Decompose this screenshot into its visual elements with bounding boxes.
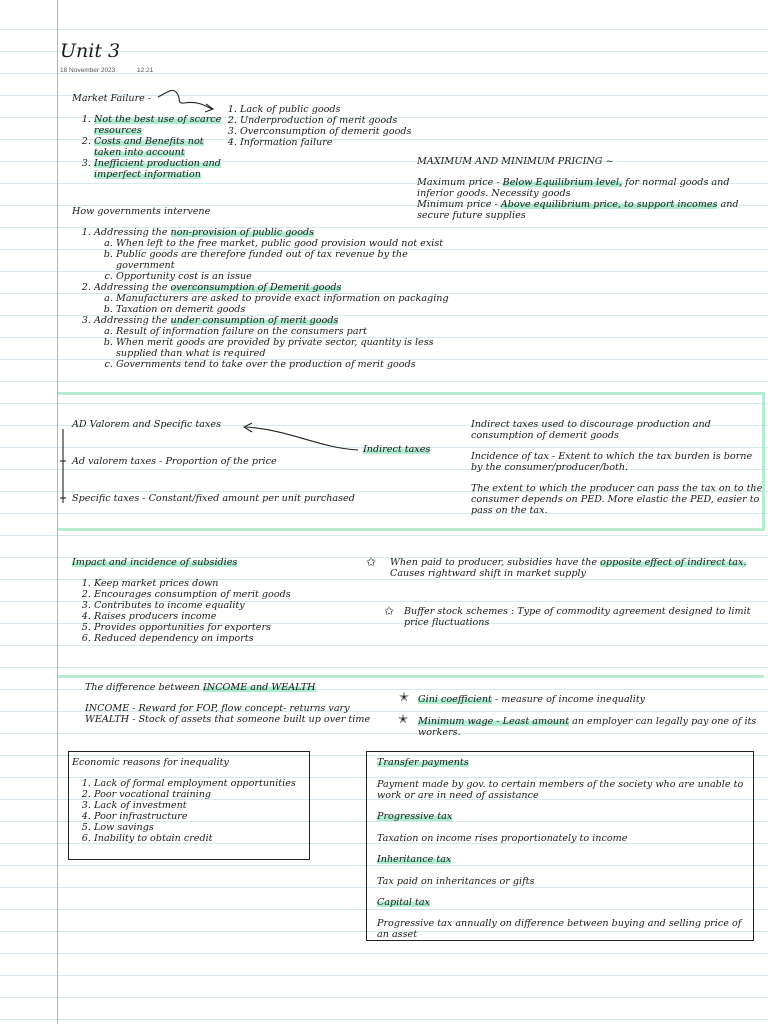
inequality-list [72, 778, 296, 844]
intervene-subitem: c. Governments tend to take over the production of merit goods [116, 359, 452, 370]
intervene-subitem: a. When left to the free market, public good provision would not exist [116, 238, 452, 249]
market-failure-item: 3. Inefficient production and imperfect information [94, 158, 222, 180]
star-icon: ✩ [366, 555, 377, 569]
max-price-note: Maximum price - Below Equilibrium level, for normal goods and inferior goods. Necessity goods [417, 177, 730, 199]
definition-text: Taxation on income rises proportionately to income [377, 833, 628, 844]
intervene-item: 2. Addressing the overconsumption of Demerit goods a. Manufacturers are asked to provide exact information on packaging b. Taxation on demerit goods [94, 282, 452, 315]
inequality-reason: 1. Lack of formal employment opportunities [94, 778, 296, 789]
inequality-reason: 6. Inability to obtain credit [94, 833, 296, 844]
intervene-subitem: a. Manufacturers are asked to provide exact information on packaging [116, 293, 452, 304]
page-time: 12:21 [137, 67, 154, 74]
tax-incidence-note: Incidence of tax - Extent to which the tax burden is borne by the consumer/producer/both. [471, 451, 753, 473]
star-icon: ✩ [384, 604, 395, 618]
gini-note: Gini coefficient - measure of income inequality [418, 694, 646, 705]
inequality-reason: 4. Poor infrastructure [94, 811, 296, 822]
intervene-subitem: c. Opportunity cost is an issue [116, 271, 452, 282]
inequality-reason: 3. Lack of investment [94, 800, 296, 811]
inequality-reason: 5. Low savings [94, 822, 296, 833]
page-date: 18 November 2023 [60, 67, 116, 74]
subsidy-impact: 5. Provides opportunities for exporters [94, 622, 291, 633]
subsidies-list [72, 578, 291, 644]
section-divider [58, 392, 764, 395]
market-failure-cause: 3. Overconsumption of demerit goods [240, 126, 411, 137]
market-failure-cause: 2. Underproduction of merit goods [240, 115, 411, 126]
market-failure-list-right [218, 104, 411, 148]
star-icon: ✭ [399, 690, 410, 704]
definition-term: Inheritance tax [377, 854, 452, 865]
ped-note: The extent to which the producer can pass the tax on to the consumer depends on PED. More elastic the PED, easier to pass on the tax. [471, 483, 763, 516]
indirect-tax-purpose: Indirect taxes used to discourage production and consumption of demerit goods [471, 419, 711, 441]
section-divider [58, 675, 764, 678]
definition-term: Capital tax [377, 897, 430, 908]
section-divider [58, 528, 764, 531]
intervene-subitem: a. Result of information failure on the consumers part [116, 326, 452, 337]
market-failure-item: 1. Not the best use of scarce resources [94, 114, 222, 136]
ad-valorem-note: Ad valorem taxes - Proportion of the price [72, 456, 277, 467]
intervene-list [72, 227, 452, 370]
intervene-heading: How governments intervene [72, 206, 211, 217]
indirect-taxes-label: Indirect taxes [363, 444, 431, 455]
page-title: Unit 3 [60, 40, 121, 62]
definition-text: Progressive tax annually on difference between buying and selling price of an asset [377, 918, 742, 940]
subsidy-impact: 6. Reduced dependency on imports [94, 633, 291, 644]
star-icon: ✭ [398, 712, 409, 726]
intervene-item: 3. Addressing the under consumption of merit goods a. Result of information failure on the consumers part b. When merit goods are provided by private sector, quantity is less supplied than what is required c. Governments tend to take over the production of merit goods [94, 315, 452, 370]
subsidy-impact: 4. Raises producers income [94, 611, 291, 622]
subsidy-producer-note: When paid to producer, subsidies have the opposite effect of indirect tax. Causes rightward shift in market supply [390, 557, 747, 579]
minimum-wage-note: Minimum wage - Least amount an employer can legally pay one of its workers. [418, 716, 757, 738]
subsidy-impact: 3. Contributes to income equality [94, 600, 291, 611]
inequality-reason: 2. Poor vocational training [94, 789, 296, 800]
income-definition: INCOME - Reward for FOP, flow concept- returns vary [85, 703, 350, 714]
intervene-subitem: b. When merit goods are provided by private sector, quantity is less supplied than what is required [116, 337, 452, 359]
market-failure-heading: Market Failure - [72, 93, 152, 104]
intervene-item: 1. Addressing the non-provision of public goods a. When left to the free market, public good provision would not exist b. Public goods are therefore funded out of tax revenue by the government c. Opportunity cost is an issue [94, 227, 452, 282]
specific-tax-note: Specific taxes - Constant/fixed amount per unit purchased [72, 493, 355, 504]
market-failure-item: 2. Costs and Benefits not taken into account [94, 136, 222, 158]
subsidy-impact: 2. Encourages consumption of merit goods [94, 589, 291, 600]
definition-text: Payment made by gov. to certain members of the society who are unable to work or are in need of assistance [377, 779, 744, 801]
definition-term: Transfer payments [377, 757, 469, 768]
taxes-heading: AD Valorem and Specific taxes [72, 419, 222, 430]
buffer-stock-note: Buffer stock schemes : Type of commodity agreement designed to limit price fluctuations [404, 606, 751, 628]
definition-text: Tax paid on inheritances or gifts [377, 876, 535, 887]
wealth-definition: WEALTH - Stock of assets that someone built up over time [85, 714, 371, 725]
market-failure-list-left [72, 114, 222, 180]
subsidy-impact: 1. Keep market prices down [94, 578, 291, 589]
intervene-subitem: b. Taxation on demerit goods [116, 304, 452, 315]
min-price-note: Minimum price - Above equilibrium price, to support incomes and secure future supplies [417, 199, 739, 221]
market-failure-cause: 4. Information failure [240, 137, 411, 148]
pricing-heading: MAXIMUM AND MINIMUM PRICING ~ [417, 156, 614, 167]
market-failure-cause: 1. Lack of public goods [240, 104, 411, 115]
intervene-subitem: b. Public goods are therefore funded out of tax revenue by the government [116, 249, 452, 271]
subsidies-heading: Impact and incidence of subsidies [72, 557, 238, 568]
definition-term: Progressive tax [377, 811, 453, 822]
income-wealth-heading: The difference between INCOME and WEALTH [85, 682, 316, 693]
inequality-heading: Economic reasons for inequality [72, 757, 229, 768]
